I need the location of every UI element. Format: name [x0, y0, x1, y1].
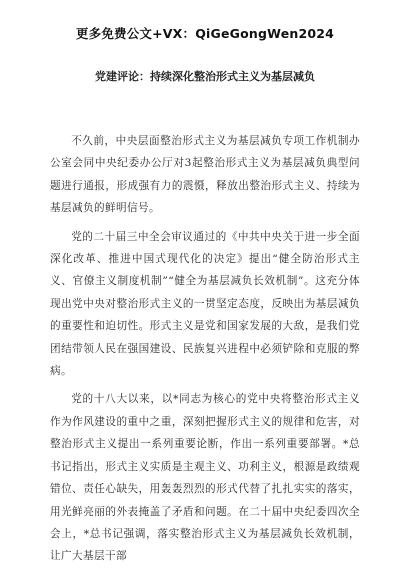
document-title: 党建评论：持续深化整治形式主义为基层减负: [95, 70, 315, 83]
paragraph-3: 党的十八大以来，以*同志为核心的党中央将整治形式主义作为作风建设的重中之重，深刻把握形式主义的规律和危害，对整治形式主义提出一系列重要论断，作出一系列重要部署。*总书记指出，形式主义实质是主观主义、功利主义，根源是政绩观错位、责任心缺失，用轰轰烈烈的形式代替了扎扎实实的落实，用光鲜亮丽的外表掩盖了矛盾和问题。在二十届中央纪委四次全会上，*总书记强调，落实整治形式主义为基层减负长效机制，让广大基层干部: [50, 393, 360, 563]
paragraph-1: 不久前，中央层面整治形式主义为基层减负专项工作机制办公室会同中央纪委办公厅对3起整治形式主义为基层减负典型问题进行通报，形成强有力的震慑，释放出整治形式主义、持续为基层减负的鲜明信号。: [50, 135, 360, 215]
watermark-banner: 更多免费公文+VX：QiGeGongWen2024: [75, 26, 335, 41]
paragraph-2: 党的二十届三中全会审议通过的《中共中央关于进一步全面深化改革、推进中国式现代化的决定》提出“健全防治形式主义、官僚主义制度机制”“健全为基层减负长效机制”。这充分体现出党中央对整治形式主义的一贯坚定态度，反映出为基层减负的重要性和迫切性。形式主义是党和国家发展的大敌，是我们党团结带领人民在强国建设、民族复兴进程中必须铲除和克服的弊病。: [50, 230, 360, 378]
